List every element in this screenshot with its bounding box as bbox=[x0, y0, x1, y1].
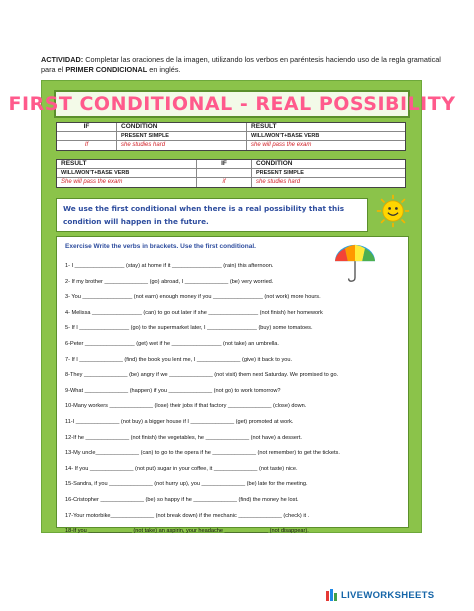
table-subheader-cell: PRESENT SIMPLE bbox=[117, 132, 247, 140]
table-row bbox=[57, 178, 405, 187]
smiley-sun-icon bbox=[376, 194, 410, 228]
exercise-title: Exercise Write the verbs in brackets. Use the first conditional. bbox=[65, 243, 256, 250]
table-row bbox=[57, 141, 405, 150]
table-subheader-cell: WILL/WON'T+BASE VERB bbox=[251, 133, 320, 139]
table-header-cell: IF bbox=[57, 123, 117, 131]
exercise-item: 1- I ________________ (stay) at home if it ________________ (rain) this afternoon. bbox=[65, 263, 274, 269]
table-subheader-cell bbox=[197, 169, 252, 177]
table-header-cell: CONDITION bbox=[256, 160, 293, 167]
table-header-cell: CONDITION bbox=[117, 123, 247, 131]
table-example-cell: she studies hard bbox=[117, 141, 247, 150]
exercise-item: 11-I ______________ (not buy) a bigger house if I ______________ (get) promoted at work. bbox=[65, 418, 294, 425]
table-subheader-cell: PRESENT SIMPLE bbox=[256, 170, 304, 176]
activity-bold-topic: PRIMER CONDICIONAL bbox=[65, 65, 148, 74]
rule-table-if-first bbox=[56, 122, 406, 151]
exercise-list bbox=[65, 262, 405, 543]
worksheet-image bbox=[8, 80, 456, 535]
exercise-item: 4- Melissa ________________ (can) to go out later if she ________________ (not finish) her homework bbox=[65, 309, 323, 316]
activity-text-1: Completar las oraciones de la imagen, utilizando los verbos en paréntesis haciendo uso de la regla gramatical para el bbox=[41, 55, 441, 74]
table-row bbox=[57, 160, 405, 169]
table-row bbox=[57, 169, 405, 178]
exercise-item: 18-If you ______________ (not take) an aspirin, your headache ______________ (not disappear). bbox=[65, 528, 309, 535]
table-example-cell: If bbox=[57, 141, 117, 150]
exercise-item: 8-They ______________ (be) angry if we ______________ (not visit) them next Saturday. We promised to go. bbox=[65, 372, 339, 379]
activity-label: ACTIVIDAD: bbox=[41, 55, 84, 64]
table-subheader-cell bbox=[57, 132, 117, 140]
activity-instructions bbox=[41, 55, 441, 75]
exercise-item: 17-Your motorbike______________ (not break down) if the mechanic ______________ (check) it . bbox=[65, 512, 310, 519]
table-example-cell: she studies hard bbox=[256, 179, 301, 185]
exercise-item: 6-Peter ________________ (get) wet if he ________________ (not take) an umbrella. bbox=[65, 340, 279, 347]
exercise-item: 14- If you ______________ (not put) sugar in your coffee, it ______________ (not taste) nice. bbox=[65, 465, 298, 472]
exercise-item: 3- You ________________ (not earn) enough money if you ________________ (not work) more hours. bbox=[65, 294, 321, 301]
rule-table-result-first bbox=[56, 159, 406, 188]
exercise-item: 7- If I ______________ (find) the book you lent me, I ______________ (give) it back to you. bbox=[65, 356, 293, 363]
exercise-item: 12-If he ______________ (not finish) the vegetables, he ______________ (not have) a dessert. bbox=[65, 434, 302, 441]
exercise-item: 15-Sandra, if you ______________ (not hurry up), you ______________ (be) late for the meeting. bbox=[65, 481, 308, 488]
exercise-panel bbox=[56, 236, 409, 535]
worksheet-title: FIRST CONDITIONAL - REAL POSSIBILITY bbox=[54, 90, 410, 118]
exercise-item: 13-My uncle______________ (can) to go to the opera if he ______________ (not remember) to get the tickets. bbox=[65, 450, 340, 457]
table-header-cell: RESULT bbox=[251, 123, 277, 130]
exercise-item: 5- If I ________________ (go) to the supermarket later, I ________________ (buy) some tomatoes. bbox=[65, 325, 313, 332]
exercise-item: 10-Many workers ______________ (lose) their jobs if that factory ______________ (close) down. bbox=[65, 403, 307, 410]
table-row bbox=[57, 132, 405, 141]
exercise-item: 9-What ______________ (happen) if you ______________ (not go) to work tomorrow? bbox=[65, 387, 281, 394]
liveworksheets-footer[interactable] bbox=[326, 588, 434, 602]
liveworksheets-brand: LIVEWORKSHEETS bbox=[341, 589, 435, 601]
liveworksheets-logo-icon bbox=[326, 589, 338, 601]
rule-note: We use the first conditional when there is a real possibility that this condition will happen in the future. bbox=[56, 198, 368, 232]
table-example-cell: she will pass the exam bbox=[251, 142, 312, 148]
activity-text-2: en inglés. bbox=[147, 65, 181, 74]
table-example-cell: if bbox=[197, 178, 252, 187]
table-example-cell: She will pass the exam bbox=[57, 178, 197, 187]
exercise-item: 2- If my brother ______________ (go) abroad, I ______________ (be) very worried. bbox=[65, 278, 274, 285]
table-subheader-cell: WILL/WON'T+BASE VERB bbox=[57, 169, 197, 177]
table-row bbox=[57, 123, 405, 132]
exercise-item: 16-Cristopher ______________ (be) so happy if he ______________ (find) the money he lost. bbox=[65, 496, 299, 503]
table-header-cell: IF bbox=[197, 160, 252, 168]
table-header-cell: RESULT bbox=[57, 160, 197, 168]
